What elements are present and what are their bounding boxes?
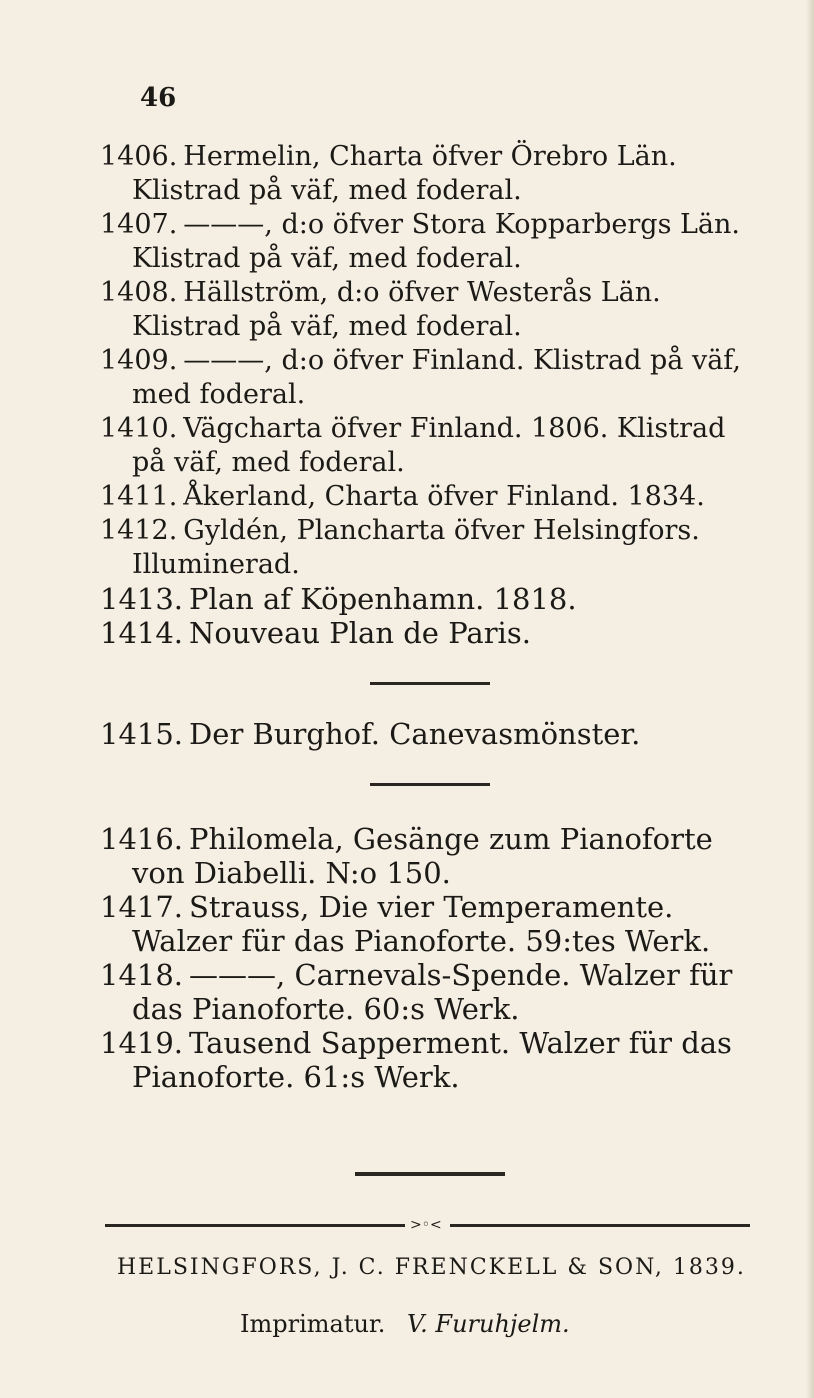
entry-text: Hermelin, Charta öfver Örebro Län. Klistrad på väf, med foderal. xyxy=(132,141,677,206)
catalog-entry xyxy=(100,717,760,751)
entry-number: 1415. xyxy=(100,717,184,751)
entry-number: 1417. xyxy=(100,890,184,924)
catalog-entry xyxy=(100,412,760,480)
imprimatur-label: Imprimatur. xyxy=(240,1310,386,1338)
catalog-entry xyxy=(100,822,760,890)
entry-number: 1408. xyxy=(100,277,178,308)
catalog-entry xyxy=(100,276,760,344)
music-entries-section xyxy=(100,822,760,1094)
rule-ornament-icon: >◦< xyxy=(410,1217,442,1233)
catalog-entry xyxy=(100,958,760,1026)
entry-text: Der Burghof. Canevasmönster. xyxy=(189,717,641,751)
end-divider xyxy=(355,1172,505,1176)
page-number: 46 xyxy=(140,83,177,113)
entry-number: 1416. xyxy=(100,822,184,856)
entry-text: Vägcharta öfver Finland. 1806. Klistrad på väf, med foderal. xyxy=(132,413,726,478)
rule-right-line xyxy=(450,1224,750,1227)
entry-number: 1419. xyxy=(100,1026,184,1060)
catalog-entry xyxy=(100,514,760,582)
catalog-entry xyxy=(100,344,760,412)
catalog-entry xyxy=(100,1026,760,1094)
entry-text: Philomela, Gesänge zum Pianoforte von Diabelli. N:o 150. xyxy=(132,822,713,890)
catalog-entry xyxy=(100,480,760,514)
entry-text: Gyldén, Plancharta öfver Helsingfors. Illuminerad. xyxy=(132,515,700,580)
entry-number: 1410. xyxy=(100,413,178,444)
entry-number: 1406. xyxy=(100,141,178,172)
entry-text: Nouveau Plan de Paris. xyxy=(189,616,531,650)
entry-number: 1418. xyxy=(100,958,184,992)
imprimatur-line xyxy=(240,1310,570,1338)
page-edge xyxy=(806,0,814,1398)
map-entries-section xyxy=(100,140,760,650)
pattern-entries-section xyxy=(100,717,760,751)
censor-signature: V. Furuhjelm. xyxy=(407,1310,570,1338)
catalog-entry xyxy=(100,616,760,650)
entry-text: ———, d:o öfver Finland. Klistrad på väf, med foderal. xyxy=(132,345,741,410)
entry-text: Hällström, d:o öfver Westerås Län. Klistrad på väf, med foderal. xyxy=(132,277,661,342)
entry-text: ———, d:o öfver Stora Kopparbergs Län. Klistrad på väf, med foderal. xyxy=(132,209,741,274)
entry-text: Strauss, Die vier Temperamente. Walzer für das Pianoforte. 59:tes Werk. xyxy=(132,890,711,958)
entry-number: 1407. xyxy=(100,209,178,240)
entry-text: ———, Carnevals-Spende. Walzer für das Pianoforte. 60:s Werk. xyxy=(132,958,733,1026)
catalog-entry xyxy=(100,582,760,616)
printer-imprint: HELSINGFORS, J. C. FRENCKELL & SON, 1839. xyxy=(117,1255,746,1280)
catalog-entry xyxy=(100,140,760,208)
catalog-entry xyxy=(100,890,760,958)
catalog-entry xyxy=(100,208,760,276)
entry-number: 1409. xyxy=(100,345,178,376)
catalog-content xyxy=(100,140,760,1176)
section-divider xyxy=(370,783,490,786)
entry-number: 1411. xyxy=(100,481,178,512)
rule-left-line xyxy=(105,1224,405,1227)
entry-number: 1414. xyxy=(100,616,184,650)
entry-text: Åkerland, Charta öfver Finland. 1834. xyxy=(183,481,705,512)
entry-text: Tausend Sapperment. Walzer für das Pianoforte. 61:s Werk. xyxy=(132,1026,732,1094)
entry-number: 1412. xyxy=(100,515,178,546)
entry-text: Plan af Köpenhamn. 1818. xyxy=(189,582,577,616)
section-divider xyxy=(370,682,490,685)
footer-ornamental-rule xyxy=(105,1217,750,1233)
entry-number: 1413. xyxy=(100,582,184,616)
